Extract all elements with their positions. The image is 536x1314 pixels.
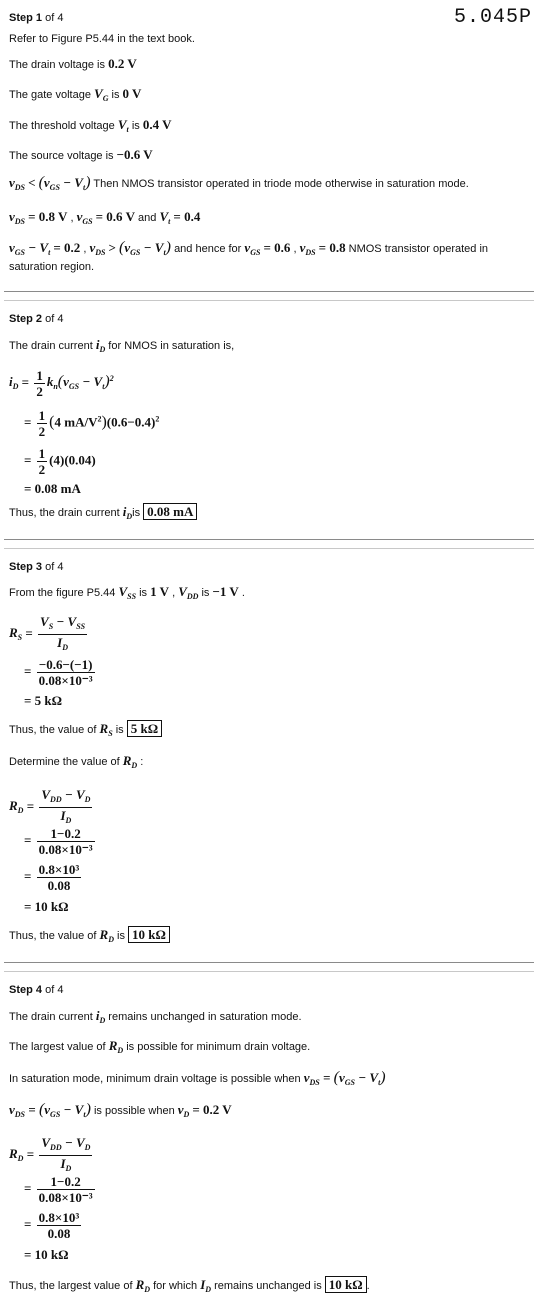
rd-result-2: = 10 kΩ [24,1247,69,1262]
step-3-header: Step 3 of 4 [9,561,64,573]
step-4-line-3: In saturation mode, minimum drain voltage is possible when $v_{DS} = (v_{GS} - V_t)$ [9,1069,386,1087]
rs-answer-line: Thus, the value of $R_S$ is 5 kΩ [9,720,162,738]
drain-current-result: = 0.08 mA [24,481,81,496]
rd-simplified: = $\frac{\text{0.8×10³}}{0.08}$ [24,862,80,893]
rd-answer-line: Thus, the value of $R_D$ is 10 kΩ [9,926,170,944]
given-values-line: $v_{DS} = 0.8$ V , $v_{GS} = 0.6$ V and $V_t = 0.4$ [9,209,201,226]
step-divider [4,539,534,540]
step-number: 1 [35,12,43,24]
step-divider [4,548,534,549]
drain-current-intro: The drain current $i_D$ for NMOS in saturation is, [9,337,235,354]
drain-current-formula: $i_D$ = $\frac{1}{2}$ $k_n(v_{GS} - V_t)^2$ [9,368,114,399]
step-divider [4,291,534,292]
step-4-line-4: $v_{DS} = (v_{GS} - V_t)$ is possible when $v_D = 0.2$ V [9,1101,232,1119]
rs-result: = 5 kΩ [24,693,63,708]
step-divider [4,971,534,972]
triode-condition-line: $v_{DS} < (v_{GS} - V_t)$ Then NMOS transistor operated in triode mode otherwise in saturation mode. [9,174,469,192]
step-divider [4,962,534,963]
source-voltage-line: The source voltage is −0.6 V [9,147,153,162]
saturation-check-line: $v_{GS} - V_t = 0.2$ , $v_{DS} > (v_{GS} - V_t)$ and hence for $v_{GS} = 0.6$ , $v_{DS} = 0.8$ NMOS transistor operated in [9,239,489,257]
answer-box: 5 kΩ [127,720,162,737]
rd-formula-2: $R_D$ = $\frac{V_{DD} - V_D}{I_D}$ [9,1135,91,1173]
drain-current-simplified: = $\frac{1}{2}$ (4)(0.04) [24,446,96,477]
rd-formula: $R_D$ = $\frac{V_{DD} - V_D}{I_D}$ [9,787,91,825]
rd-substitution-2: = $\frac{1-0.2}{\text{0.08×10⁻³}}$ [24,1174,93,1205]
problem-code: 5.045P [453,6,532,29]
drain-current-substitution: = $\frac{1}{2}$ (4 $mA/V^2)(0.6-0.4)^2$ [24,408,160,439]
step-4-line-1: The drain current $i_D$ remains unchanged in saturation mode. [9,1008,302,1025]
step-1-header [9,12,63,24]
gate-voltage-line: The gate voltage $V_G$ is 0 V [9,86,142,103]
step-4-header: Step 4 of 4 [9,984,64,996]
answer-box: 10 kΩ [128,926,170,943]
supply-values-line: From the figure P5.44 $V_{SS}$ is 1 V , $V_{DD}$ is −1 V . [9,584,245,601]
drain-current-answer-line: Thus, the drain current $i_Dis$ 0.08 mA [9,503,197,521]
step-total: of 4 [45,12,64,24]
determine-rd-line: Determine the value of $R_D$ : [9,753,144,770]
answer-box: 0.08 mA [143,503,197,520]
rs-substitution: = $\frac{-0.6-(-1)}{\text{0.08×10⁻³}}$ [24,657,93,688]
rd-simplified-2: = $\frac{\text{0.8×10³}}{0.08}$ [24,1210,80,1241]
saturation-check-line-2: saturation region. [9,261,94,273]
final-answer-line: Thus, the largest value of $R_D$ for which $I_D$ remains unchanged is 10 kΩ . [9,1277,370,1294]
answer-box: 10 kΩ [325,1276,367,1293]
threshold-voltage-line: The threshold voltage $V_t$ is 0.4 V [9,117,172,134]
step-1-reference: Refer to Figure P5.44 in the text book. [9,33,195,45]
step-divider [4,300,534,301]
rd-result: = 10 kΩ [24,899,69,914]
step-4-line-2: The largest value of $R_D$ is possible for minimum drain voltage. [9,1038,311,1055]
rd-substitution: = $\frac{1-0.2}{\text{0.08×10⁻³}}$ [24,826,93,857]
step-label: Step [9,12,33,24]
step-2-header: Step 2 of 4 [9,313,64,325]
drain-voltage-line: The drain voltage is 0.2 V [9,56,137,71]
rs-formula: $R_S$ = $\frac{V_S - V_{SS}}{I_D}$ [9,614,86,652]
